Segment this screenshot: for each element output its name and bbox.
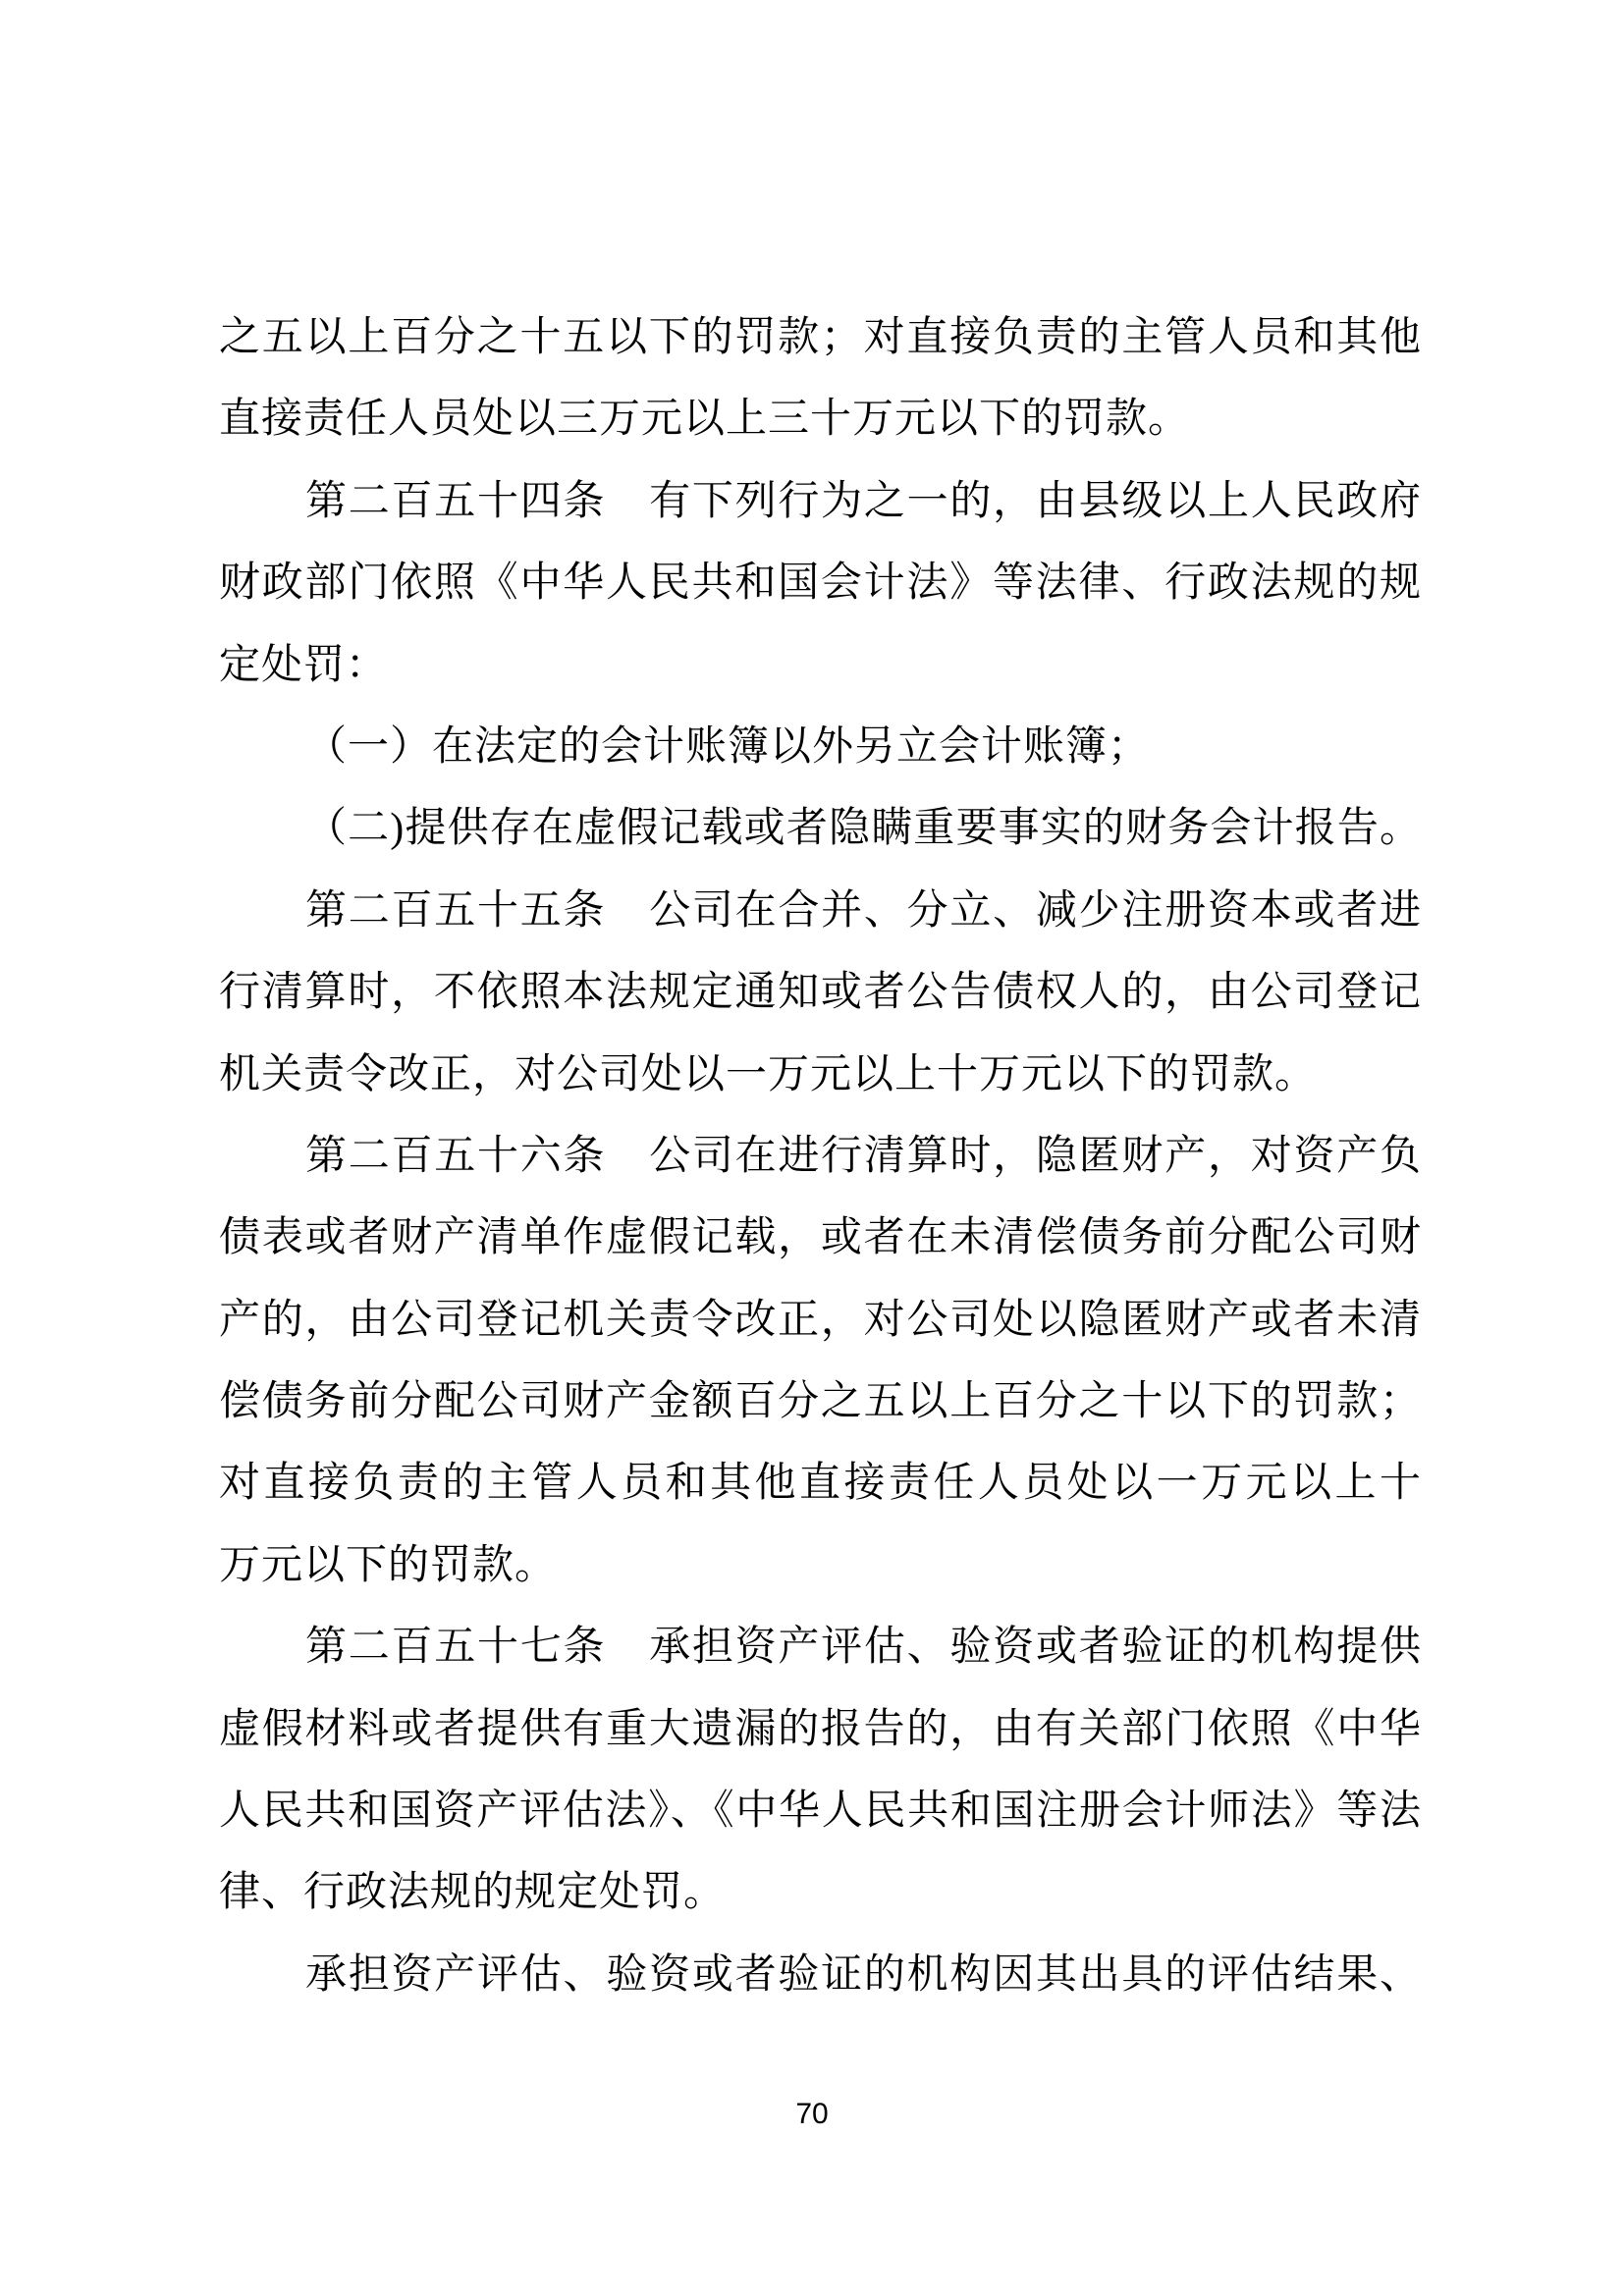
- document-body: [219, 297, 1422, 2016]
- page-number: 70: [795, 2098, 829, 2130]
- body-line: 对直接负责的主管人员和其他直接责任人员处以一万元以上十: [219, 1461, 1422, 1507]
- body-line-article-254: 第二百五十四条 有下列行为之一的，由县级以上人民政府: [305, 478, 1422, 524]
- page-footer: [0, 2097, 1624, 2132]
- body-line-item-2: （二)提供存在虚假记载或者隐瞒重要事实的财务会计报告。: [305, 806, 1422, 852]
- body-line: 机关责令改正，对公司处以一万元以上十万元以下的罚款。: [219, 1051, 1318, 1097]
- body-line: 债表或者财产清单作虚假记载，或者在未清偿债务前分配公司财: [219, 1215, 1422, 1261]
- body-line: 产的，由公司登记机关责令改正，对公司处以隐匿财产或者未清: [219, 1297, 1422, 1343]
- body-line: 人民共和国资产评估法》、《中华人民共和国注册会计师法》等法: [219, 1789, 1422, 1835]
- body-line-item-1: （一）在法定的会计账簿以外另立会计账簿；: [305, 723, 1151, 770]
- body-line-article-257: 第二百五十七条 承担资产评估、验资或者验证的机构提供: [305, 1625, 1422, 1671]
- body-line: 承担资产评估、验资或者验证的机构因其出具的评估结果、: [305, 1951, 1422, 1998]
- body-line: 律、行政法规的规定处罚。: [219, 1870, 727, 1916]
- body-line: 直接责任人员处以三万元以上三十万元以下的罚款。: [219, 397, 1191, 443]
- body-line: 行清算时，不依照本法规定通知或者公告债权人的，由公司登记: [219, 970, 1422, 1016]
- body-line-article-255: 第二百五十五条 公司在合并、分立、减少注册资本或者进: [305, 887, 1422, 934]
- body-line-article-256: 第二百五十六条 公司在进行清算时，隐匿财产，对资产负: [305, 1133, 1422, 1179]
- body-line: 财政部门依照《中华人民共和国会计法》等法律、行政法规的规: [219, 561, 1422, 607]
- body-line: 万元以下的罚款。: [219, 1542, 558, 1588]
- body-line: 之五以上百分之十五以下的罚款；对直接负责的主管人员和其他: [219, 315, 1422, 360]
- body-line: 偿债务前分配公司财产金额百分之五以上百分之十以下的罚款；: [219, 1379, 1422, 1425]
- body-line: 虚假材料或者提供有重大遗漏的报告的，由有关部门依照《中华: [219, 1706, 1422, 1752]
- body-line: 定处罚：: [219, 642, 389, 688]
